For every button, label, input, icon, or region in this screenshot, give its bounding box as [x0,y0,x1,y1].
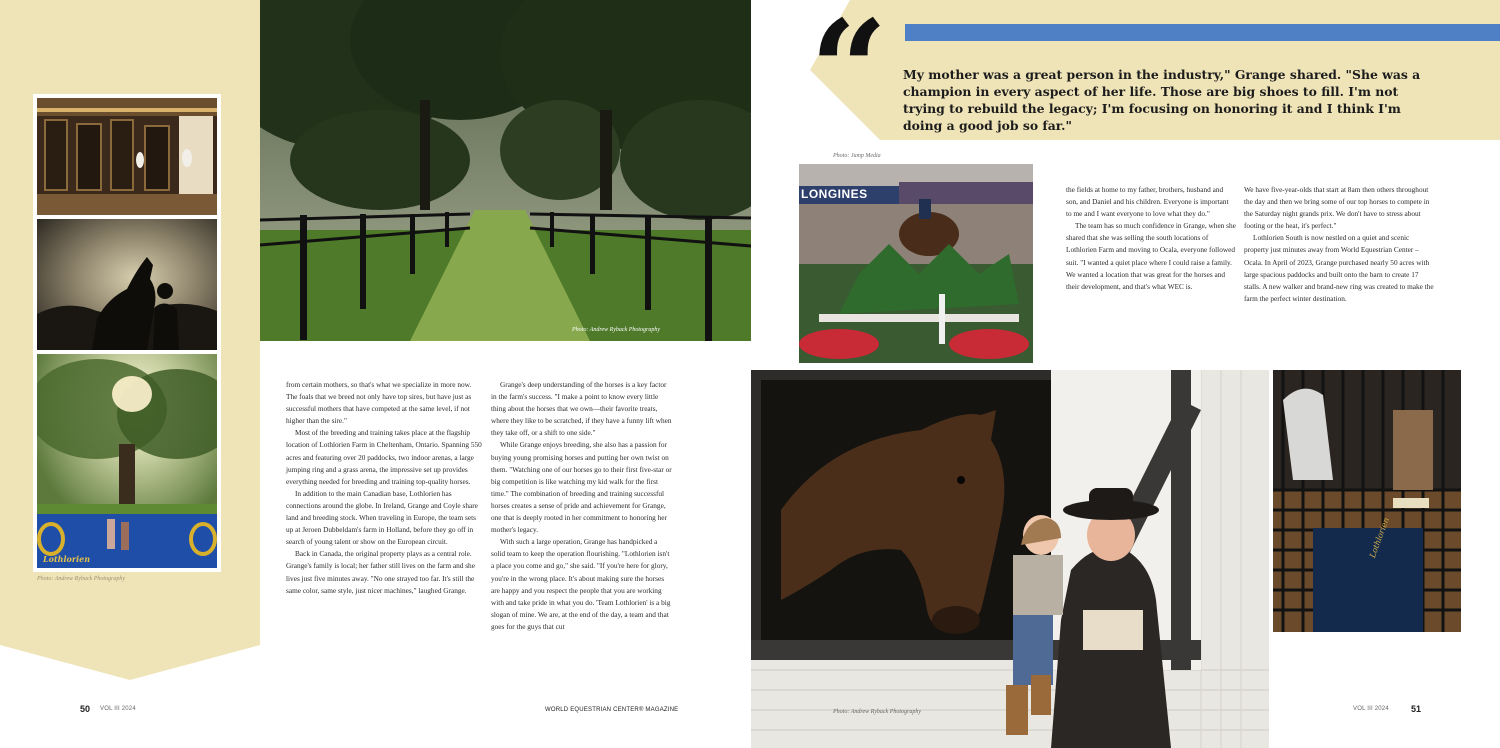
body-column-1 [286,379,483,597]
paragraph: In addition to the main Canadian base, Lothlorien has connections around the globe. In Ireland, Grange and Coyle share land and breeding stock. When traveling in Europe, the team sets up at Jeroen Dubbeldam's farm in Holland, before they go off in search of young talent or show on the European circuit. [286,488,478,547]
stall-blanket-photo [1273,370,1461,632]
quote-mark-icon: “ [810,0,888,149]
allee-photo-credit: Photo: Andrew Ryback Photography [572,327,661,333]
barn-aisle-photo [37,98,217,215]
paragraph: Back in Canada, the original property plays as a central role. Grange's family is local; her father still lives on the farm and she lives just five minutes away. "No one strayed too far. It's still the same color, same style, just nicer machines," laughed Grange. [286,549,475,595]
paragraph: While Grange enjoys breeding, she also has a passion for buying young promising horses and putting her own twist on them. "Watching one of our horses go to their first five-star or big competition is like watching my kid walk for the first time." The combination of breeding and training successful horses creates a sense of pride and achievement for Grange, one that is deeply rooted in her commitment to honoring her mother's legacy. [491,440,672,535]
pull-quote: My mother was a great person in the industry," Grange shared. "She was a champion in every aspect of her life. Those are big shoes to fill. I'm not trying to rebuild the legacy; I'm focusing on honoring it and I think I'm doing a good job so far." [903,67,1421,133]
longines-sign: LONGINES [801,187,868,201]
oak-tree-photo [37,354,217,568]
paragraph: the fields at home to my father, brothers, husband and son, and Daniel and his children. Everyone is important to me and I want everyone to love what they do." [1066,185,1229,219]
tree-allee-photo [260,0,751,341]
strip-photo-credit: Photo: Andrew Ryback Photography [37,576,126,582]
horse-portrait-photo [751,370,1269,748]
fence-banner-text: Lothlorien [43,554,91,564]
jump-photo-credit: Photo: Jump Media [833,153,881,159]
blanket-logo-text: Lothlorien [1368,516,1391,560]
page-number-right: 51 [1411,704,1422,714]
body-column-2 [491,379,672,633]
paragraph: Lothlorien South is now nestled on a quiet and scenic property just minutes away from World Equestrian Center – Ocala. In April of 2023, Grange purchased nearly 50 acres with large spacious paddocks and built onto the barn to create 17 stalls. A new walker and brand-new ring was created to make the farm the perfect winter destination. [1244,233,1434,303]
paragraph: from certain mothers, so that's what we specialize in more now. The foals that we breed not only have top sires, but have just as successful mothers that have competed at the same level, if not higher than the sire." [286,380,472,426]
paragraph: We have five-year-olds that start at 8am then others throughout the day and then we bring some of our top horses to compete in the Saturday night grands prix. We don't have to stress about footing or the heat, it's perfect." [1244,185,1430,231]
page-number-left: 50 [80,704,91,714]
show-jump-photo [799,164,1033,363]
paragraph: The team has so much confidence in Grange, when she shared that she was selling the south locations of Lothlorien Farm and moving to Ocala, everyone followed suit. "I wanted a quiet place where I could raise a family. We wanted a location that was great for the horses and their development, and that's what WEC is. [1066,221,1236,291]
portrait-photo-credit: Photo: Andrew Ryback Photography [833,709,922,715]
body-column-3 [1066,184,1236,293]
volume-label-left: VOL III 2024 [100,706,136,712]
volume-label-right: VOL III 2024 [1353,706,1389,712]
magazine-footer-title: WORLD EQUESTRIAN CENTER® MAGAZINE [545,707,679,713]
body-column-4 [1244,184,1434,305]
paragraph: Most of the breeding and training takes place at the flagship location of Lothlorien Farm in Cheltenham, Ontario. Spanning 550 acres and featuring over 20 paddocks, two indoor arenas, a large jumping ring and a grass arena, the impressive set up provides everything needed for breeding and training top-quality horses. [286,428,482,486]
paragraph: With such a large operation, Grange has handpicked a solid team to keep the operation flourishing. "Lothlorien isn't a place you come and go," she said. "If you're here for glory, you're in the wrong place. It's about making sure the horses are happy and you respect the people that you are working with and take pride in what you do. 'Team Lothlorien' is a big slogan of mine. We are, at the end of the day, a team and that goes for the guys that cut [491,537,671,631]
silhouette-photo [37,219,217,350]
paragraph: Grange's deep understanding of the horses is a key factor in the farm's success. "I make a point to know every little thing about the horses that we own—their favorite treats, where they like to be scratched, if they have a funny lift when they take off, or a shift to one side." [491,380,672,438]
